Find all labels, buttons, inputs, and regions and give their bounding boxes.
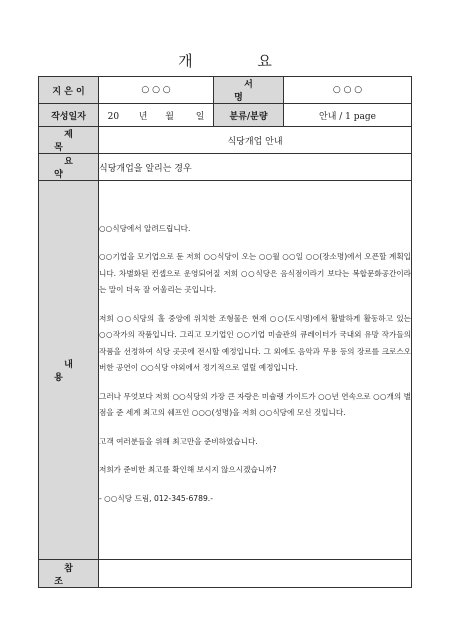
overview-form xyxy=(38,76,412,588)
content-paragraph: 그러나 무엇보다 저희 ○○식당의 가장 큰 자랑은 미슐랭 가이드가 ○○년 연속으로 ○○개의 별점을 준 세계 최고의 쉐프인 ○○○(성명)을 저희 ○○식당에 모신 것입니다. xyxy=(99,391,411,418)
subject-value: 식당개업 안내 xyxy=(99,127,412,154)
content-paragraph: 저희가 준비한 최고를 확인해 보시지 않으시겠습니까? xyxy=(99,465,277,475)
content-body xyxy=(99,181,412,560)
date-value xyxy=(99,104,214,127)
signature-label: 서 명 xyxy=(214,77,284,104)
reference-value xyxy=(99,560,412,588)
content-paragraph: ○○식당에서 알려드립니다. xyxy=(99,223,191,233)
document-title: 개 요 xyxy=(178,52,302,70)
content-paragraph: - ○○식당 드림, 012-345-6789.- xyxy=(99,493,213,503)
author-value: ○ ○ ○ xyxy=(99,77,214,104)
summary-label: 요 약 xyxy=(39,154,99,181)
content-paragraph: 저희 ○○식당의 홀 중앙에 위치한 조형물은 현재 ○○(도시명)에서 활발하게 활동하고 있는 ○○작가의 작품입니다. 그리고 모기업인 ○○기업 미술관의 큐레이터가 국내외 유망 작가들의 작품을 선정하여 식당 곳곳에 전시할 예정입니다. 그 외에도 음악과 무용 등의 장르를 크로스오버한 공연이 ○○식당 야외에서 정기적으로 열릴 예정입니다. xyxy=(99,313,411,373)
summary-value: 식당개업을 알리는 경우 xyxy=(99,154,412,181)
category-value: 안내 / 1 page xyxy=(284,104,412,127)
subject-label: 제 목 xyxy=(39,127,99,154)
content-paragraph: ○○기업을 모기업으로 둔 저희 ○○식당이 오는 ○○월 ○○일 ○○(장소명)에서 오픈할 계획입니다. 차별화된 컨셉으로 운영되어질 저희 ○○식당은 음식점이라기 보다는 복합문화공간이라는 말이 더욱 잘 어울리는 곳입니다. xyxy=(99,252,411,295)
content-paragraph: 고객 여러분들을 위해 최고만을 준비하였습니다. xyxy=(99,436,258,446)
date-year-unit: 년 xyxy=(138,111,148,122)
author-label: 지 은 이 xyxy=(39,77,99,104)
date-label: 작성일자 xyxy=(39,104,99,127)
date-month-unit: 월 xyxy=(165,111,174,122)
date-day-unit: 일 xyxy=(195,111,205,122)
category-label: 분류/분량 xyxy=(214,104,284,127)
reference-label: 참 조 xyxy=(39,560,99,588)
content-label: 내 용 xyxy=(39,181,99,560)
signature-value: ○ ○ ○ xyxy=(284,77,412,104)
date-year: 20 xyxy=(107,111,120,122)
